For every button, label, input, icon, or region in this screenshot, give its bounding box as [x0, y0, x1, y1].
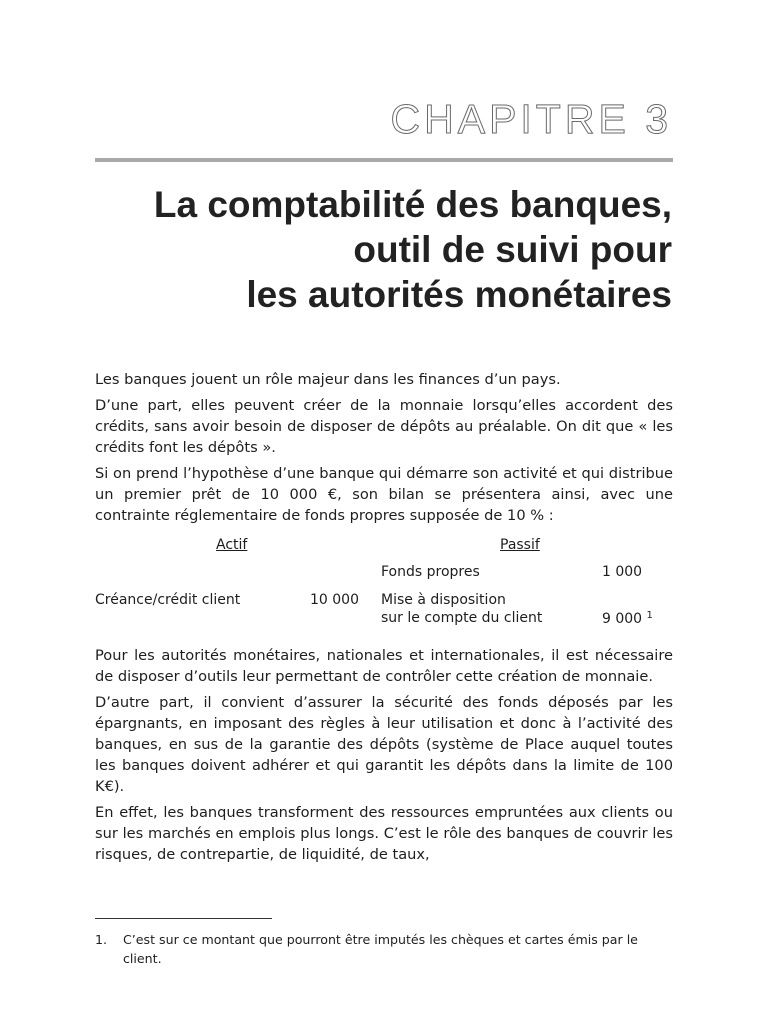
- chapter-divider: [95, 158, 673, 162]
- intro-text: [95, 369, 673, 531]
- paragraph: En effet, les banques transforment des ressources empruntées aux clients ou sur les marchés en emplois plus longs. C’est le rôle des banques de couvrir les risques, de contrepartie, de liquidité, de taux,: [95, 804, 673, 863]
- passif-value-fonds-propres: 1 000: [602, 564, 643, 580]
- passif-value-mise-a-disposition: [602, 610, 653, 627]
- passif-label-compte-client: sur le compte du client: [381, 610, 543, 626]
- title-line: les autorités monétaires: [246, 274, 672, 315]
- passif-header: Passif: [500, 537, 540, 553]
- paragraph: Les banques jouent un rôle majeur dans les finances d’un pays.: [95, 371, 561, 388]
- actif-header: Actif: [216, 537, 248, 553]
- title-line: La comptabilité des banques,: [153, 184, 672, 225]
- footnote-ref[interactable]: 1: [646, 610, 653, 621]
- footnote-text: C’est sur ce montant que pourront être imputés les chèques et cartes émis par le client.: [123, 932, 638, 966]
- footnote-divider: [95, 918, 272, 919]
- footnote: [95, 930, 675, 968]
- passif-label-fonds-propres: Fonds propres: [381, 564, 480, 580]
- paragraph: Si on prend l’hypothèse d’une banque qui démarre son activité et qui distribue un premier prêt de 10 000 €, son bilan se présentera ainsi, avec une contrainte réglementaire de fonds propres supposée de 10 % :: [95, 465, 673, 524]
- main-text: [95, 645, 673, 870]
- paragraph: Pour les autorités monétaires, nationales et internationales, il est nécessaire de disposer d’outils leur permettant de contrôler cette création de monnaie.: [95, 647, 673, 685]
- actif-label-creance: Créance/crédit client: [95, 592, 241, 608]
- paragraph: D’autre part, il convient d’assurer la sécurité des fonds déposés par les épargnants, en imposant des règles à leur utilisation et donc à l’activité des banques, en sus de la garantie des dépôts (système de Place auquel toutes les banques doivent adhérer et qui garantit les dépôts dans la limite de 100 K€).: [95, 694, 673, 795]
- amount: 9 000: [602, 611, 643, 627]
- passif-label-mise-a-disposition: Mise à disposition: [381, 592, 506, 608]
- footnote-number: 1.: [95, 932, 108, 947]
- chapter-title: [154, 182, 672, 317]
- chapter-label: CHAPITRE 3: [390, 96, 672, 142]
- paragraph: D’une part, elles peuvent créer de la monnaie lorsqu’elles accordent des crédits, sans avoir besoin de disposer de dépôts au préalable. On dit que « les crédits font les dépôts ».: [95, 397, 673, 456]
- title-line: outil de suivi pour: [353, 229, 672, 270]
- actif-value-creance: 10 000: [310, 592, 359, 608]
